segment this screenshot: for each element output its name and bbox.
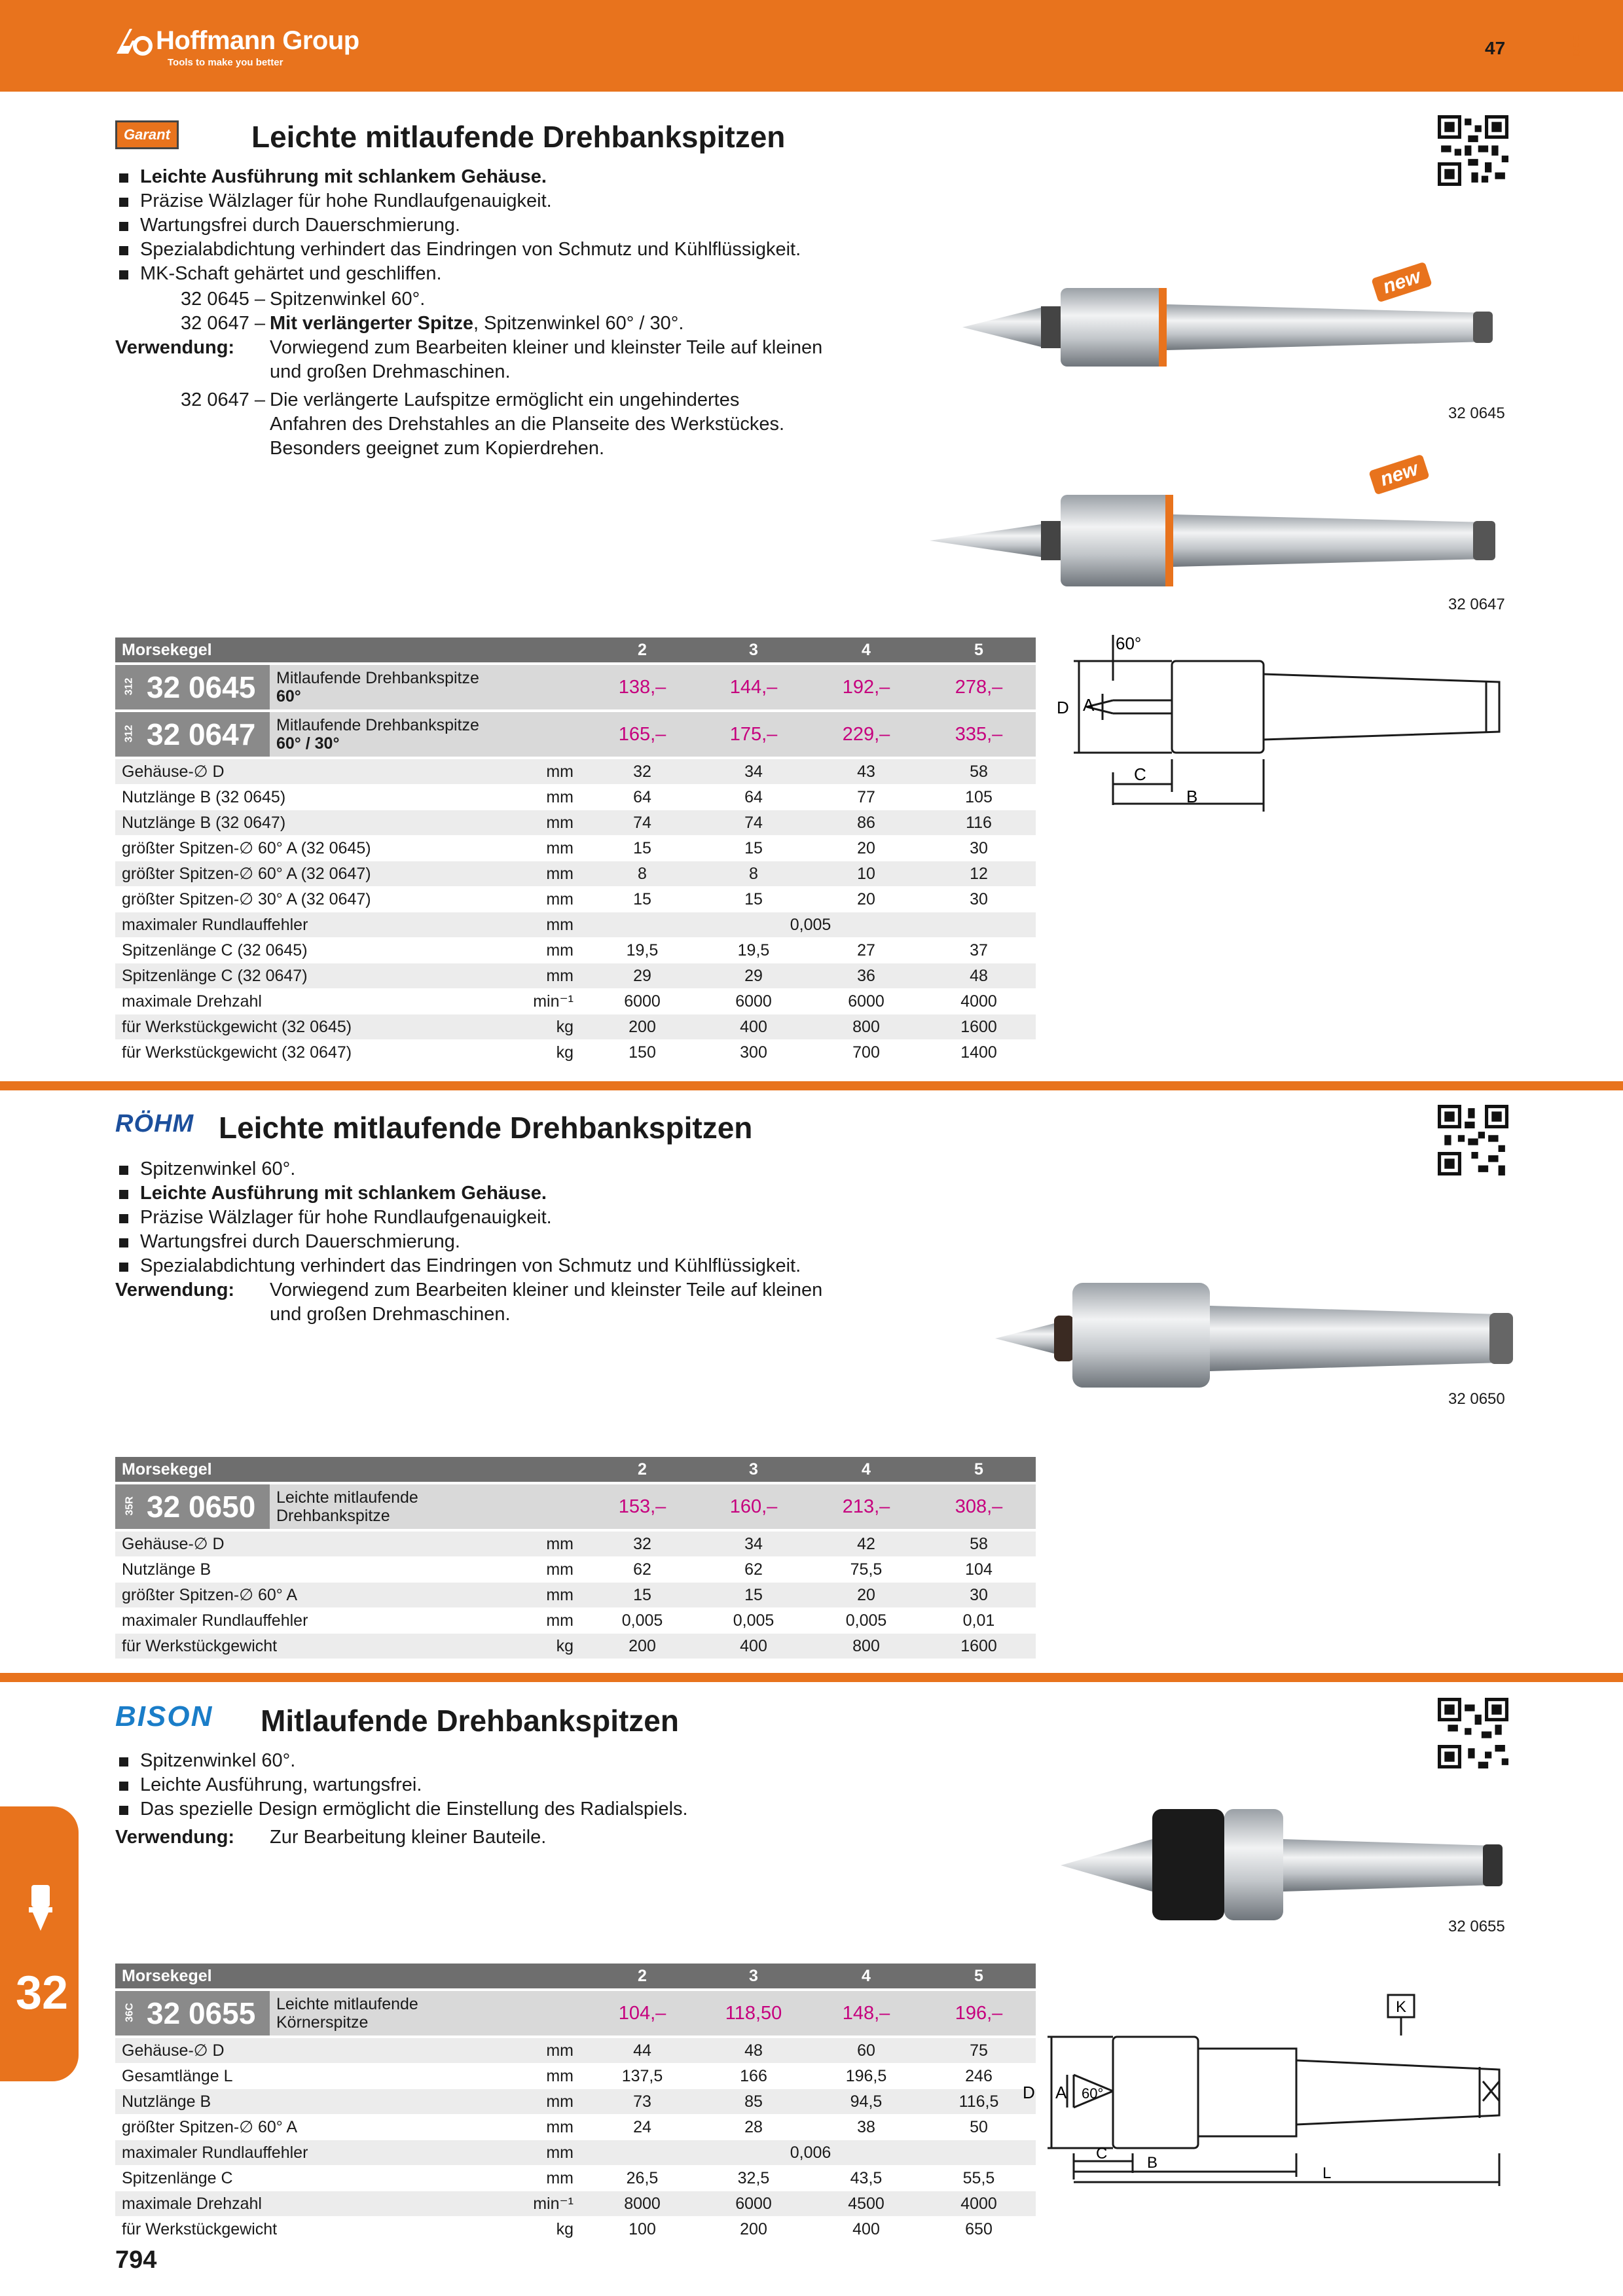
row-label: Spitzenlänge C (32 0647): [122, 966, 308, 985]
table-row: [115, 1557, 1036, 1582]
price: 278,–: [955, 676, 1003, 698]
feature-item: Spezialabdichtung verhindert das Eindringen von Schmutz und Kühlflüssigkeit.: [115, 238, 966, 262]
table-row: [115, 836, 1036, 861]
price: 308,–: [955, 1496, 1003, 1517]
row-unit: kg: [556, 1636, 574, 1655]
row-unit: mm: [546, 889, 574, 908]
cell-value: 300: [740, 1043, 767, 1062]
cell-value: 15: [744, 838, 763, 857]
drawing-label-angle: 60°: [1082, 2085, 1104, 2102]
cell-value: 0,005: [733, 1611, 775, 1630]
row-label: größter Spitzen-∅ 60° A (32 0645): [122, 839, 371, 857]
article-code: 312 32 0647: [115, 712, 270, 757]
cell-value: 137,5: [621, 2066, 663, 2085]
cell-value: 246: [965, 2066, 993, 2085]
price: 118,50: [725, 2002, 782, 2024]
section1-features: Leichte Ausführung mit schlankem Gehäuse. Präzise Wälzlager für hohe Rundlaufgenauigkeit. Wartungsfrei durch Dauerschmierung. Spezialabdichtung verhindert das Eindringen von Schmutz und Kühlflüssigkeit. MK-Schaft gehärtet und geschliffen. 32 0645 – Spitzenwinkel 60°. 32 0647 – Mit verlängerter Spitze, Spitzenwinkel 60° / 30°. Verwendung: Vorwiegend zum Bearbeiten kleiner und kleinster Teile auf kleinen und großen Drehmaschinen. 32 0647 – Die verlängerte Laufspitze ermöglicht ein ungehindertes Anfahren des Drehstahles an die Planseite des Werkstückes. Besonders geeignet zum Kopierdrehen.: [115, 165, 966, 461]
cell-value: 4000: [960, 2194, 997, 2213]
usage-row: Verwendung: Zur Bearbeitung kleiner Bauteile.: [115, 1825, 966, 1850]
table-row: [115, 2166, 1036, 2191]
row-label: Nutzlänge B: [122, 1560, 211, 1579]
cell-value: 34: [744, 1534, 763, 1553]
cell-value: 74: [744, 813, 763, 832]
price: 192,–: [842, 676, 890, 698]
cell-value: 650: [965, 2219, 993, 2238]
feature-item: Spitzenwinkel 60°.: [115, 1157, 966, 1181]
section3-features: [115, 1749, 966, 1850]
article-code: 36C 32 0655: [115, 1991, 270, 2036]
section2-features: Spitzenwinkel 60°. Leichte Ausführung mit schlankem Gehäuse. Präzise Wälzlager für hohe Rundlaufgenauigkeit. Wartungsfrei durch Dauerschmierung. Spezialabdichtung verhindert das Eindringen von Schmutz und Kühlflüssigkeit. Verwendung: Vorwiegend zum Bearbeiten kleiner und kleinster Teile auf kleinen und großen Drehmaschinen.: [115, 1157, 966, 1327]
cell-value: 29: [744, 966, 763, 985]
article-row[interactable]: [115, 1484, 1036, 1529]
usage-label: Verwendung:: [115, 337, 235, 358]
brand-block: [117, 26, 359, 68]
cell-value: 30: [970, 889, 988, 908]
row-unit: mm: [546, 2041, 574, 2060]
cell-value: 50: [970, 2117, 988, 2136]
feature-item: Wartungsfrei durch Dauerschmierung.: [115, 213, 966, 238]
article-row[interactable]: [115, 665, 1036, 709]
drawing-label-a: A: [1083, 695, 1095, 715]
table-row: [115, 2038, 1036, 2063]
cell-value: 27: [857, 941, 875, 960]
row-label: größter Spitzen-∅ 30° A (32 0647): [122, 890, 371, 908]
row-label: Nutzlänge B (32 0645): [122, 787, 286, 806]
cell-value: 4000: [960, 992, 997, 1011]
article-desc: Leichte mitlaufende Drehbankspitze: [276, 1488, 418, 1525]
cell-value: 24: [633, 2117, 651, 2136]
cell-value: 15: [744, 889, 763, 908]
cell-value: 1600: [960, 1017, 997, 1036]
table-row: [115, 810, 1036, 835]
cell-value: 1400: [960, 1043, 997, 1062]
note-row: 32 0647 – Die verlängerte Laufspitze ermöglicht ein ungehindertes: [181, 389, 740, 410]
row-unit: mm: [546, 813, 574, 832]
cell-value: 29: [633, 966, 651, 985]
cell-value: 6000: [848, 992, 884, 1011]
table-row: [115, 938, 1036, 963]
table-row: [115, 887, 1036, 912]
price: 160,–: [729, 1496, 778, 1517]
table-header-row: Morsekegel 2 3 4 5: [115, 637, 1036, 662]
cell-value: 15: [744, 1585, 763, 1604]
cell-value: 200: [629, 1017, 656, 1036]
price: 104,–: [618, 2002, 666, 2024]
cell-value: 44: [633, 2041, 651, 2060]
row-label: maximale Drehzahl: [122, 2194, 262, 2213]
cell-value: 166: [740, 2066, 767, 2085]
cell-value: 85: [744, 2092, 763, 2111]
cell-value: 75,5: [850, 1560, 883, 1579]
new-badge: new: [1368, 454, 1430, 495]
cell-value: 36: [857, 966, 875, 985]
qr-code-icon[interactable]: [1438, 1698, 1508, 1768]
cell-value: 42: [857, 1534, 875, 1553]
cell-value: 62: [744, 1560, 763, 1579]
row-label: Gehäuse-∅ D: [122, 1535, 225, 1553]
cell-value: 8: [638, 864, 647, 883]
feature-item: MK-Schaft gehärtet und geschliffen.: [115, 262, 966, 286]
cell-value: 116,5: [958, 2092, 999, 2111]
feature-item: Spezialabdichtung verhindert das Eindringen von Schmutz und Kühlflüssigkeit.: [115, 1254, 966, 1278]
table-row: [115, 1634, 1036, 1659]
row-label: Spitzenlänge C (32 0645): [122, 941, 308, 960]
table-row: [115, 912, 1036, 937]
cell-value: 116: [966, 813, 992, 832]
row-label: Spitzenlänge C: [122, 2168, 233, 2187]
row-label: größter Spitzen-∅ 60° A: [122, 1586, 298, 1604]
row-unit: kg: [556, 2219, 574, 2238]
row-unit: mm: [546, 2066, 574, 2085]
table-row: [115, 2191, 1036, 2216]
article-desc: Mitlaufende Drehbankspitze 60°: [276, 669, 479, 706]
row-label: Gehäuse-∅ D: [122, 762, 225, 781]
row-unit: mm: [546, 2168, 574, 2187]
price: 144,–: [729, 676, 778, 698]
cell-value: 6000: [624, 992, 661, 1011]
table-header-row: Morsekegel 2 3 4 5: [115, 1964, 1036, 1988]
table-row: [115, 2140, 1036, 2165]
cell-value: 86: [857, 813, 875, 832]
table-row: [115, 2064, 1036, 2089]
cell-value: 4500: [848, 2194, 884, 2213]
brand-name: Hoffmann Group: [156, 26, 359, 55]
article-code: 312 32 0645: [115, 665, 270, 709]
cell-value: 15: [633, 889, 651, 908]
cell-value: 12: [970, 864, 988, 883]
article-row[interactable]: [115, 1991, 1036, 2036]
table-row: [115, 2089, 1036, 2114]
cell-value: 58: [970, 1534, 988, 1553]
table-row: [115, 963, 1036, 988]
row-unit: kg: [556, 1043, 574, 1062]
row-unit: mm: [546, 941, 574, 960]
row-label: maximaler Rundlauffehler: [122, 915, 308, 934]
cell-value: 77: [857, 787, 875, 806]
section-divider: [0, 1081, 1623, 1090]
table-row: [115, 1040, 1036, 1065]
table-row: [115, 1014, 1036, 1039]
feature-item: Spitzenwinkel 60°.: [115, 1749, 966, 1773]
variant-row: 32 0645 – Spitzenwinkel 60°.: [181, 289, 426, 310]
cell-value: 800: [852, 1017, 880, 1036]
article-row[interactable]: [115, 712, 1036, 757]
usage-row: Verwendung: Vorwiegend zum Bearbeiten kleiner und kleinster Teile auf kleinen: [115, 1278, 966, 1302]
cell-value: 800: [852, 1636, 880, 1655]
drawing-label-k: K: [1396, 1998, 1407, 2016]
image-code-320645: 32 0645: [1448, 404, 1505, 422]
page-number-top: 47: [1485, 38, 1506, 58]
row-label: Gesamtlänge L: [122, 2066, 233, 2085]
qr-code-icon[interactable]: [1438, 1105, 1508, 1175]
cell-value: 30: [970, 838, 988, 857]
cell-value: 400: [852, 2219, 880, 2238]
cell-value: 0,005: [790, 915, 831, 934]
feature-item: Wartungsfrei durch Dauerschmierung.: [115, 1230, 966, 1254]
cell-value: 1600: [960, 1636, 997, 1655]
table-row: [115, 785, 1036, 810]
price: 213,–: [842, 1496, 890, 1517]
price: 148,–: [842, 2002, 890, 2024]
row-unit: mm: [546, 1534, 574, 1553]
row-label: maximaler Rundlauffehler: [122, 1611, 308, 1630]
drawing-label-c: C: [1096, 2145, 1108, 2162]
drawing-label-b: B: [1186, 787, 1198, 806]
price: 196,–: [955, 2002, 1003, 2024]
price: 138,–: [618, 676, 666, 698]
price: 229,–: [842, 723, 890, 745]
cell-value: 32,5: [737, 2168, 770, 2187]
drawing-label-angle: 60°: [1116, 634, 1142, 653]
feature-item: Präzise Wälzlager für hohe Rundlaufgenauigkeit.: [115, 189, 966, 213]
row-unit: mm: [546, 1585, 574, 1604]
cell-value: 19,5: [737, 941, 770, 960]
cell-value: 104: [965, 1560, 993, 1579]
cell-value: 0,005: [621, 1611, 663, 1630]
row-label: für Werkstückgewicht: [122, 1636, 278, 1655]
page-header: [0, 0, 1623, 92]
hoffmann-logo-icon: [113, 24, 160, 59]
cell-value: 74: [633, 813, 651, 832]
table-row: [115, 989, 1036, 1014]
price: 335,–: [955, 723, 1003, 745]
cell-value: 150: [629, 1043, 656, 1062]
row-label: größter Spitzen-∅ 60° A: [122, 2118, 298, 2136]
feature-item: Leichte Ausführung mit schlankem Gehäuse.: [115, 165, 966, 189]
cell-value: 400: [740, 1017, 767, 1036]
row-label: maximale Drehzahl: [122, 992, 262, 1011]
table-row: [115, 861, 1036, 886]
cell-value: 0,01: [962, 1611, 995, 1630]
cell-value: 105: [965, 787, 993, 806]
row-label: Gehäuse-∅ D: [122, 2041, 225, 2060]
cell-value: 43: [857, 762, 875, 781]
drawing-label-c: C: [1134, 764, 1146, 784]
cell-value: 94,5: [850, 2092, 883, 2111]
rohm-brand-logo: RÖHM: [115, 1110, 194, 1138]
article-desc: Mitlaufende Drehbankspitze 60° / 30°: [276, 716, 479, 753]
section1-title: Leichte mitlaufende Drehbankspitzen: [251, 120, 786, 154]
row-unit: mm: [546, 1611, 574, 1630]
cell-value: 19,5: [626, 941, 659, 960]
cell-value: 37: [970, 941, 988, 960]
feature-item: Leichte Ausführung mit schlankem Gehäuse.: [115, 1181, 966, 1206]
chapter-side-tab[interactable]: [0, 1806, 79, 2081]
cell-value: 200: [740, 2219, 767, 2238]
section2-title: Leichte mitlaufende Drehbankspitzen: [219, 1111, 753, 1145]
product-image-320647: [930, 469, 1519, 613]
drawing-label-b: B: [1147, 2154, 1158, 2172]
technical-drawing-3: [1023, 1990, 1519, 2186]
bison-brand-logo: BISON: [115, 1700, 213, 1732]
row-unit: mm: [546, 762, 574, 781]
cell-value: 38: [857, 2117, 875, 2136]
cell-value: 60: [857, 2041, 875, 2060]
price: 175,–: [729, 723, 778, 745]
language-code: DEE: [1571, 35, 1582, 56]
drawing-label-d: D: [1023, 2083, 1035, 2102]
table-row: [115, 1583, 1036, 1607]
variant-row: 32 0647 – Mit verlängerter Spitze, Spitzenwinkel 60° / 30°.: [181, 313, 684, 334]
cell-value: 73: [633, 2092, 651, 2111]
garant-brand-logo: Garant: [115, 120, 179, 149]
cell-value: 100: [629, 2219, 656, 2238]
usage-row: Verwendung: Vorwiegend zum Bearbeiten kleiner und kleinster Teile auf kleinen: [115, 336, 966, 360]
table-row: [115, 759, 1036, 784]
table-row: [115, 1608, 1036, 1633]
lathe-center-icon: [26, 1885, 55, 1931]
cell-value: 20: [857, 1585, 875, 1604]
cell-value: 8: [749, 864, 758, 883]
qr-code-icon[interactable]: [1438, 115, 1508, 186]
cell-value: 64: [744, 787, 763, 806]
row-unit: mm: [546, 787, 574, 806]
cell-value: 62: [633, 1560, 651, 1579]
brand-slogan: Tools to make you better: [168, 57, 283, 68]
table-row: [115, 1532, 1036, 1556]
image-code-320650: 32 0650: [1448, 1390, 1505, 1408]
cell-value: 43,5: [850, 2168, 883, 2187]
image-code-320647: 32 0647: [1448, 596, 1505, 613]
price: 153,–: [618, 1496, 666, 1517]
row-unit: kg: [556, 1017, 574, 1036]
cell-value: 15: [633, 1585, 651, 1604]
price: 165,–: [618, 723, 666, 745]
table-row: [115, 2115, 1036, 2140]
row-label: für Werkstückgewicht: [122, 2219, 278, 2238]
row-unit: mm: [546, 864, 574, 883]
cell-value: 55,5: [962, 2168, 995, 2187]
drawing-label-a: A: [1055, 2083, 1067, 2102]
page-number-bottom: 794: [115, 2246, 157, 2274]
row-unit: min⁻¹: [533, 992, 574, 1011]
feature-item: Das spezielle Design ermöglicht die Einstellung des Radialspiels.: [115, 1797, 966, 1821]
cell-value: 6000: [735, 992, 772, 1011]
cell-value: 32: [633, 1534, 651, 1553]
cell-value: 48: [970, 966, 988, 985]
row-unit: mm: [546, 2117, 574, 2136]
row-label: für Werkstückgewicht (32 0645): [122, 1017, 352, 1036]
cell-value: 64: [633, 787, 651, 806]
cell-value: 32: [633, 762, 651, 781]
table-row: [115, 2217, 1036, 2242]
cell-value: 8000: [624, 2194, 661, 2213]
row-label: größter Spitzen-∅ 60° A (32 0647): [122, 865, 371, 883]
usage-label: Verwendung:: [115, 1827, 235, 1848]
row-label: Nutzlänge B: [122, 2092, 211, 2111]
row-label: Nutzlänge B (32 0647): [122, 813, 286, 832]
cell-value: 75: [970, 2041, 988, 2060]
cell-value: 400: [740, 1636, 767, 1655]
row-unit: mm: [546, 838, 574, 857]
drawing-label-d: D: [1057, 698, 1069, 717]
section3-title: Mitlaufende Drehbankspitzen: [261, 1704, 679, 1738]
cell-value: 200: [629, 1636, 656, 1655]
image-code-320655: 32 0655: [1448, 1918, 1505, 1935]
row-unit: min⁻¹: [533, 2195, 574, 2213]
row-unit: mm: [546, 1560, 574, 1579]
usage-label: Verwendung:: [115, 1280, 235, 1300]
cell-value: 30: [970, 1585, 988, 1604]
cell-value: 20: [857, 889, 875, 908]
feature-item: Präzise Wälzlager für hohe Rundlaufgenauigkeit.: [115, 1206, 966, 1230]
article-code: 35R 32 0650: [115, 1484, 270, 1529]
section-divider: [0, 1673, 1623, 1682]
new-badge: new: [1371, 262, 1432, 303]
product-image-320655: [1061, 1793, 1519, 1924]
cell-value: 700: [852, 1043, 880, 1062]
cell-value: 26,5: [626, 2168, 659, 2187]
product-image-320650: [995, 1270, 1519, 1394]
technical-drawing-1: [1048, 635, 1506, 818]
article-desc: Leichte mitlaufende Körnerspitze: [276, 1995, 418, 2032]
chapter-number: 32: [16, 1967, 69, 2019]
row-unit: mm: [546, 915, 574, 934]
cell-value: 6000: [735, 2194, 772, 2213]
cell-value: 15: [633, 838, 651, 857]
cell-value: 58: [970, 762, 988, 781]
row-unit: mm: [546, 2143, 574, 2162]
table-header-row: Morsekegel 2 3 4 5: [115, 1457, 1036, 1482]
feature-item: Leichte Ausführung, wartungsfrei.: [115, 1773, 966, 1797]
cell-value: 34: [744, 762, 763, 781]
cell-value: 20: [857, 838, 875, 857]
cell-value: 196,5: [845, 2066, 887, 2085]
row-unit: mm: [546, 966, 574, 985]
drawing-label-l: L: [1322, 2164, 1332, 2182]
cell-value: 28: [744, 2117, 763, 2136]
row-label: für Werkstückgewicht (32 0647): [122, 1043, 352, 1062]
cell-value: 48: [744, 2041, 763, 2060]
cell-value: 10: [857, 864, 875, 883]
row-unit: mm: [546, 2092, 574, 2111]
row-label: maximaler Rundlauffehler: [122, 2143, 308, 2162]
cell-value: 0,006: [790, 2143, 831, 2162]
cell-value: 0,005: [845, 1611, 887, 1630]
